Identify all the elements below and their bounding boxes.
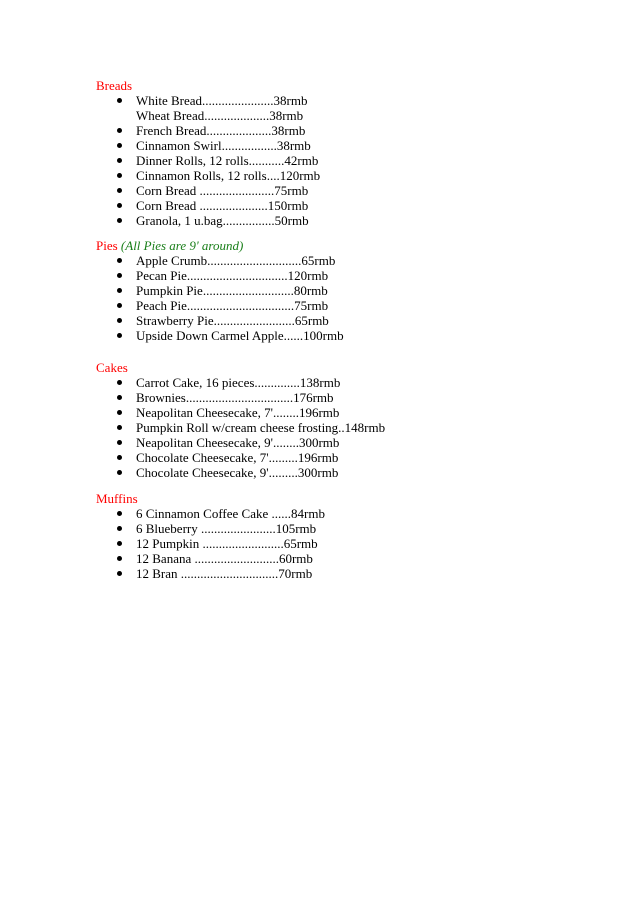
bullet-icon [117, 395, 122, 400]
bullet-icon [117, 203, 122, 208]
list-item [96, 298, 616, 313]
item-text: 6 Blueberry .......................105rmb [136, 521, 317, 536]
bullet-icon [117, 333, 122, 338]
section-title-text: Breads [96, 78, 133, 93]
item-text: 12 Pumpkin .........................65rmb [136, 536, 318, 551]
section-title [96, 78, 616, 93]
section-note: (All Pies are 9' around) [120, 238, 244, 253]
item-text: Dinner Rolls, 12 rolls...........42rmb [136, 153, 319, 168]
item-text: 12 Banana ..........................60rmb [136, 551, 313, 566]
item-list [96, 506, 616, 581]
section-pies [96, 238, 616, 343]
section-title [96, 360, 616, 375]
item-text: Apple Crumb.............................65rmb [136, 253, 336, 268]
list-item [96, 435, 616, 450]
bullet-icon [117, 410, 122, 415]
bullet-icon [117, 470, 122, 475]
bullet-icon [117, 455, 122, 460]
list-item [96, 566, 616, 581]
list-item [96, 465, 616, 480]
list-item [96, 328, 616, 343]
item-text: Pumpkin Roll w/cream cheese frosting..148rmb [136, 420, 386, 435]
item-text: Chocolate Cheesecake, 9'.........300rmb [136, 465, 339, 480]
list-item [96, 536, 616, 551]
bullet-icon [117, 143, 122, 148]
list-item [96, 551, 616, 566]
bullet-icon [117, 380, 122, 385]
list-item [96, 123, 616, 138]
section-title [96, 238, 616, 253]
list-item [96, 313, 616, 328]
list-item [96, 153, 616, 168]
list-item [96, 268, 616, 283]
item-text: White Bread......................38rmb [136, 93, 308, 108]
bullet-icon [117, 158, 122, 163]
item-text: Neapolitan Cheesecake, 9'........300rmb [136, 435, 340, 450]
list-item [96, 506, 616, 521]
item-text: Chocolate Cheesecake, 7'.........196rmb [136, 450, 339, 465]
bullet-icon [117, 98, 122, 103]
list-item [96, 420, 616, 435]
list-item [96, 283, 616, 298]
item-text: Pecan Pie...............................120rmb [136, 268, 329, 283]
list-item [96, 198, 616, 213]
item-text: Carrot Cake, 16 pieces..............138rmb [136, 375, 341, 390]
item-text: Granola, 1 u.bag................50rmb [136, 213, 309, 228]
item-text: Upside Down Carmel Apple......100rmb [136, 328, 344, 343]
item-text: 6 Cinnamon Coffee Cake ......84rmb [136, 506, 325, 521]
bullet-icon [117, 318, 122, 323]
list-item [96, 253, 616, 268]
bullet-icon [117, 440, 122, 445]
item-list [96, 93, 616, 228]
bullet-icon [117, 273, 122, 278]
item-text: Wheat Bread....................38rmb [136, 108, 304, 123]
bullet-icon [117, 526, 122, 531]
bullet-icon [117, 188, 122, 193]
section-title-text: Muffins [96, 491, 138, 506]
bullet-icon [117, 541, 122, 546]
list-item [96, 108, 616, 123]
list-item [96, 93, 616, 108]
bullet-icon [117, 258, 122, 263]
section-breads [96, 78, 616, 228]
item-text: 12 Bran ..............................70rmb [136, 566, 313, 581]
section-title-text: Pies [96, 238, 118, 253]
item-list [96, 375, 616, 480]
bullet-icon [117, 218, 122, 223]
list-item [96, 375, 616, 390]
list-item [96, 213, 616, 228]
list-item [96, 450, 616, 465]
list-item [96, 168, 616, 183]
bullet-icon [117, 128, 122, 133]
item-list [96, 253, 616, 343]
bullet-icon [117, 288, 122, 293]
bullet-icon [117, 425, 122, 430]
list-item [96, 390, 616, 405]
item-text: French Bread....................38rmb [136, 123, 306, 138]
bullet-icon [117, 556, 122, 561]
list-item [96, 405, 616, 420]
item-text: Brownies.................................176rmb [136, 390, 334, 405]
section-cakes [96, 360, 616, 480]
item-text: Peach Pie.................................75rmb [136, 298, 329, 313]
section-title [96, 491, 616, 506]
item-text: Corn Bread .......................75rmb [136, 183, 309, 198]
list-item [96, 138, 616, 153]
bullet-icon [117, 303, 122, 308]
item-text: Strawberry Pie.........................65rmb [136, 313, 329, 328]
list-item [96, 183, 616, 198]
list-item [96, 521, 616, 536]
section-title-text: Cakes [96, 360, 128, 375]
item-text: Corn Bread .....................150rmb [136, 198, 309, 213]
section-muffins [96, 491, 616, 581]
item-text: Pumpkin Pie............................80rmb [136, 283, 328, 298]
item-text: Cinnamon Swirl.................38rmb [136, 138, 311, 153]
bullet-icon [117, 173, 122, 178]
item-text: Neapolitan Cheesecake, 7'........196rmb [136, 405, 340, 420]
bullet-icon [117, 571, 122, 576]
bullet-icon [117, 511, 122, 516]
item-text: Cinnamon Rolls, 12 rolls....120rmb [136, 168, 321, 183]
